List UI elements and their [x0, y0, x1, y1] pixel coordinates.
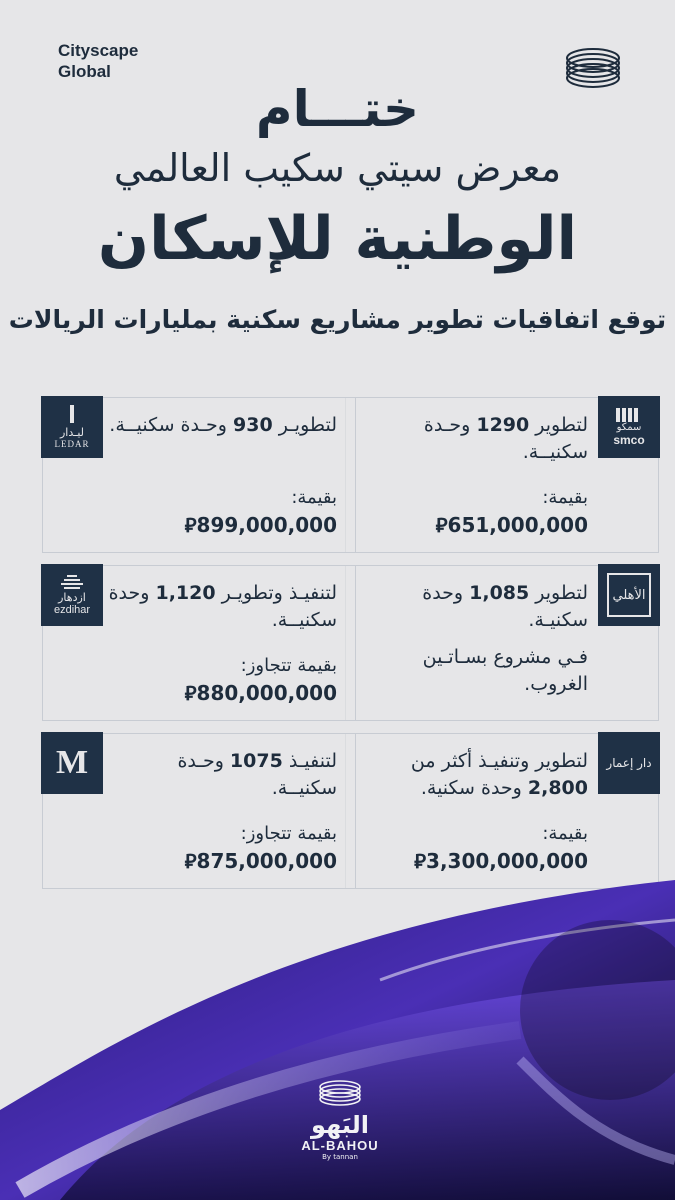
brand-line1: Cityscape	[58, 41, 139, 60]
desc-pre: لتطوير وتنفيـذ أكثر من	[410, 750, 588, 772]
card-description	[107, 412, 337, 439]
alahly-logo-ar: الأهلي	[607, 573, 651, 617]
unit-count: 930	[233, 414, 273, 436]
value-amount	[185, 680, 337, 706]
desc-pre: لتطوير	[529, 414, 588, 436]
card-description	[107, 748, 337, 802]
riyal-icon: ⃁	[184, 681, 197, 705]
ledar-logo-en: LEDAR	[54, 439, 90, 449]
dar-emaar-logo-icon	[598, 732, 660, 794]
card-description	[107, 580, 337, 634]
desc-post: وحدة سكنية.	[420, 777, 528, 799]
value-number: 651,000,000	[447, 513, 588, 537]
desc-pre: لتطويـر	[272, 414, 337, 436]
ledar-logo-ar: ليـدار	[59, 426, 85, 439]
unit-count: 2,800	[527, 777, 588, 799]
albahou-ar: البَهو	[311, 1111, 369, 1139]
card-alahly	[345, 565, 659, 721]
value-label: بقيمة:	[542, 487, 588, 508]
headline-exhibition: معرض سيتي سكيب العالمي	[113, 146, 562, 190]
unit-count: 1,120	[155, 582, 216, 604]
albahou-logo	[290, 1078, 390, 1161]
desc-post: وحدة سكنيـة.	[422, 582, 588, 631]
desc-post: وحـدة سكنيــة.	[423, 414, 588, 463]
value-label: بقيمة:	[291, 487, 337, 508]
value-label: بقيمة:	[542, 823, 588, 844]
value-number: 3,300,000,000	[426, 849, 588, 873]
value-label: بقيمة تتجاوز:	[240, 655, 337, 676]
riyal-icon: ⃁	[414, 849, 427, 873]
desc-post: وحـدة سكنيــة.	[177, 750, 337, 799]
value-number: 880,000,000	[196, 681, 337, 705]
mu-logo-en: M	[55, 744, 89, 781]
card-description	[368, 412, 588, 466]
smco-logo-icon	[598, 396, 660, 458]
card-description	[368, 580, 588, 698]
desc-pre: لتنفيـذ وتطويـر	[215, 582, 337, 604]
ezdihar-logo-en: ezdihar	[53, 603, 91, 616]
albahou-en: AL-BAHOU	[301, 1138, 379, 1153]
value-label: بقيمة تتجاوز:	[240, 823, 337, 844]
value-number: 875,000,000	[196, 849, 337, 873]
brand-line2: Global	[58, 62, 111, 81]
dar-emaar-logo-ar: دار إعمار	[606, 756, 652, 770]
card-smco	[345, 397, 659, 553]
riyal-icon: ⃁	[184, 513, 197, 537]
albahou-by: By tannan	[322, 1153, 358, 1161]
smco-logo-en: smco	[613, 432, 645, 447]
unit-count: 1,085	[469, 582, 530, 604]
card-description	[368, 748, 588, 802]
card-ezdihar	[42, 565, 356, 721]
ledar-logo-icon	[41, 396, 103, 458]
ezdihar-logo-icon	[41, 564, 103, 626]
value-amount	[436, 512, 588, 538]
desc-pre: لتنفيـذ	[282, 750, 337, 772]
value-amount	[185, 512, 337, 538]
mu-logo-icon	[41, 732, 103, 794]
project-note: فـي مشروع بسـاتـين الغروب.	[422, 646, 588, 695]
headline-national-housing: الوطنية للإسكان	[97, 204, 578, 274]
desc-pre: لتطوير	[529, 582, 588, 604]
ezdihar-logo-ar: ازدهار	[58, 590, 86, 604]
cityscape-brand	[58, 40, 138, 82]
unit-count: 1075	[229, 750, 283, 772]
unit-count: 1290	[476, 414, 530, 436]
riyal-icon: ⃁	[435, 513, 448, 537]
riyal-icon: ⃁	[184, 849, 197, 873]
value-number: 899,000,000	[196, 513, 337, 537]
alahly-logo-icon	[598, 564, 660, 626]
card-ledar	[42, 397, 356, 553]
headline-closing: ختـــام	[255, 80, 420, 138]
albahou-rings-icon	[317, 1078, 363, 1108]
subheadline: توقع اتفاقيات تطوير مشاريع سكنية بمليارات الريالات	[8, 305, 667, 334]
smco-logo-ar: سمكو	[616, 421, 642, 433]
desc-post: وحـدة سكنيــة.	[109, 414, 234, 436]
desc-post: وحدة سكنيــة.	[108, 582, 337, 631]
